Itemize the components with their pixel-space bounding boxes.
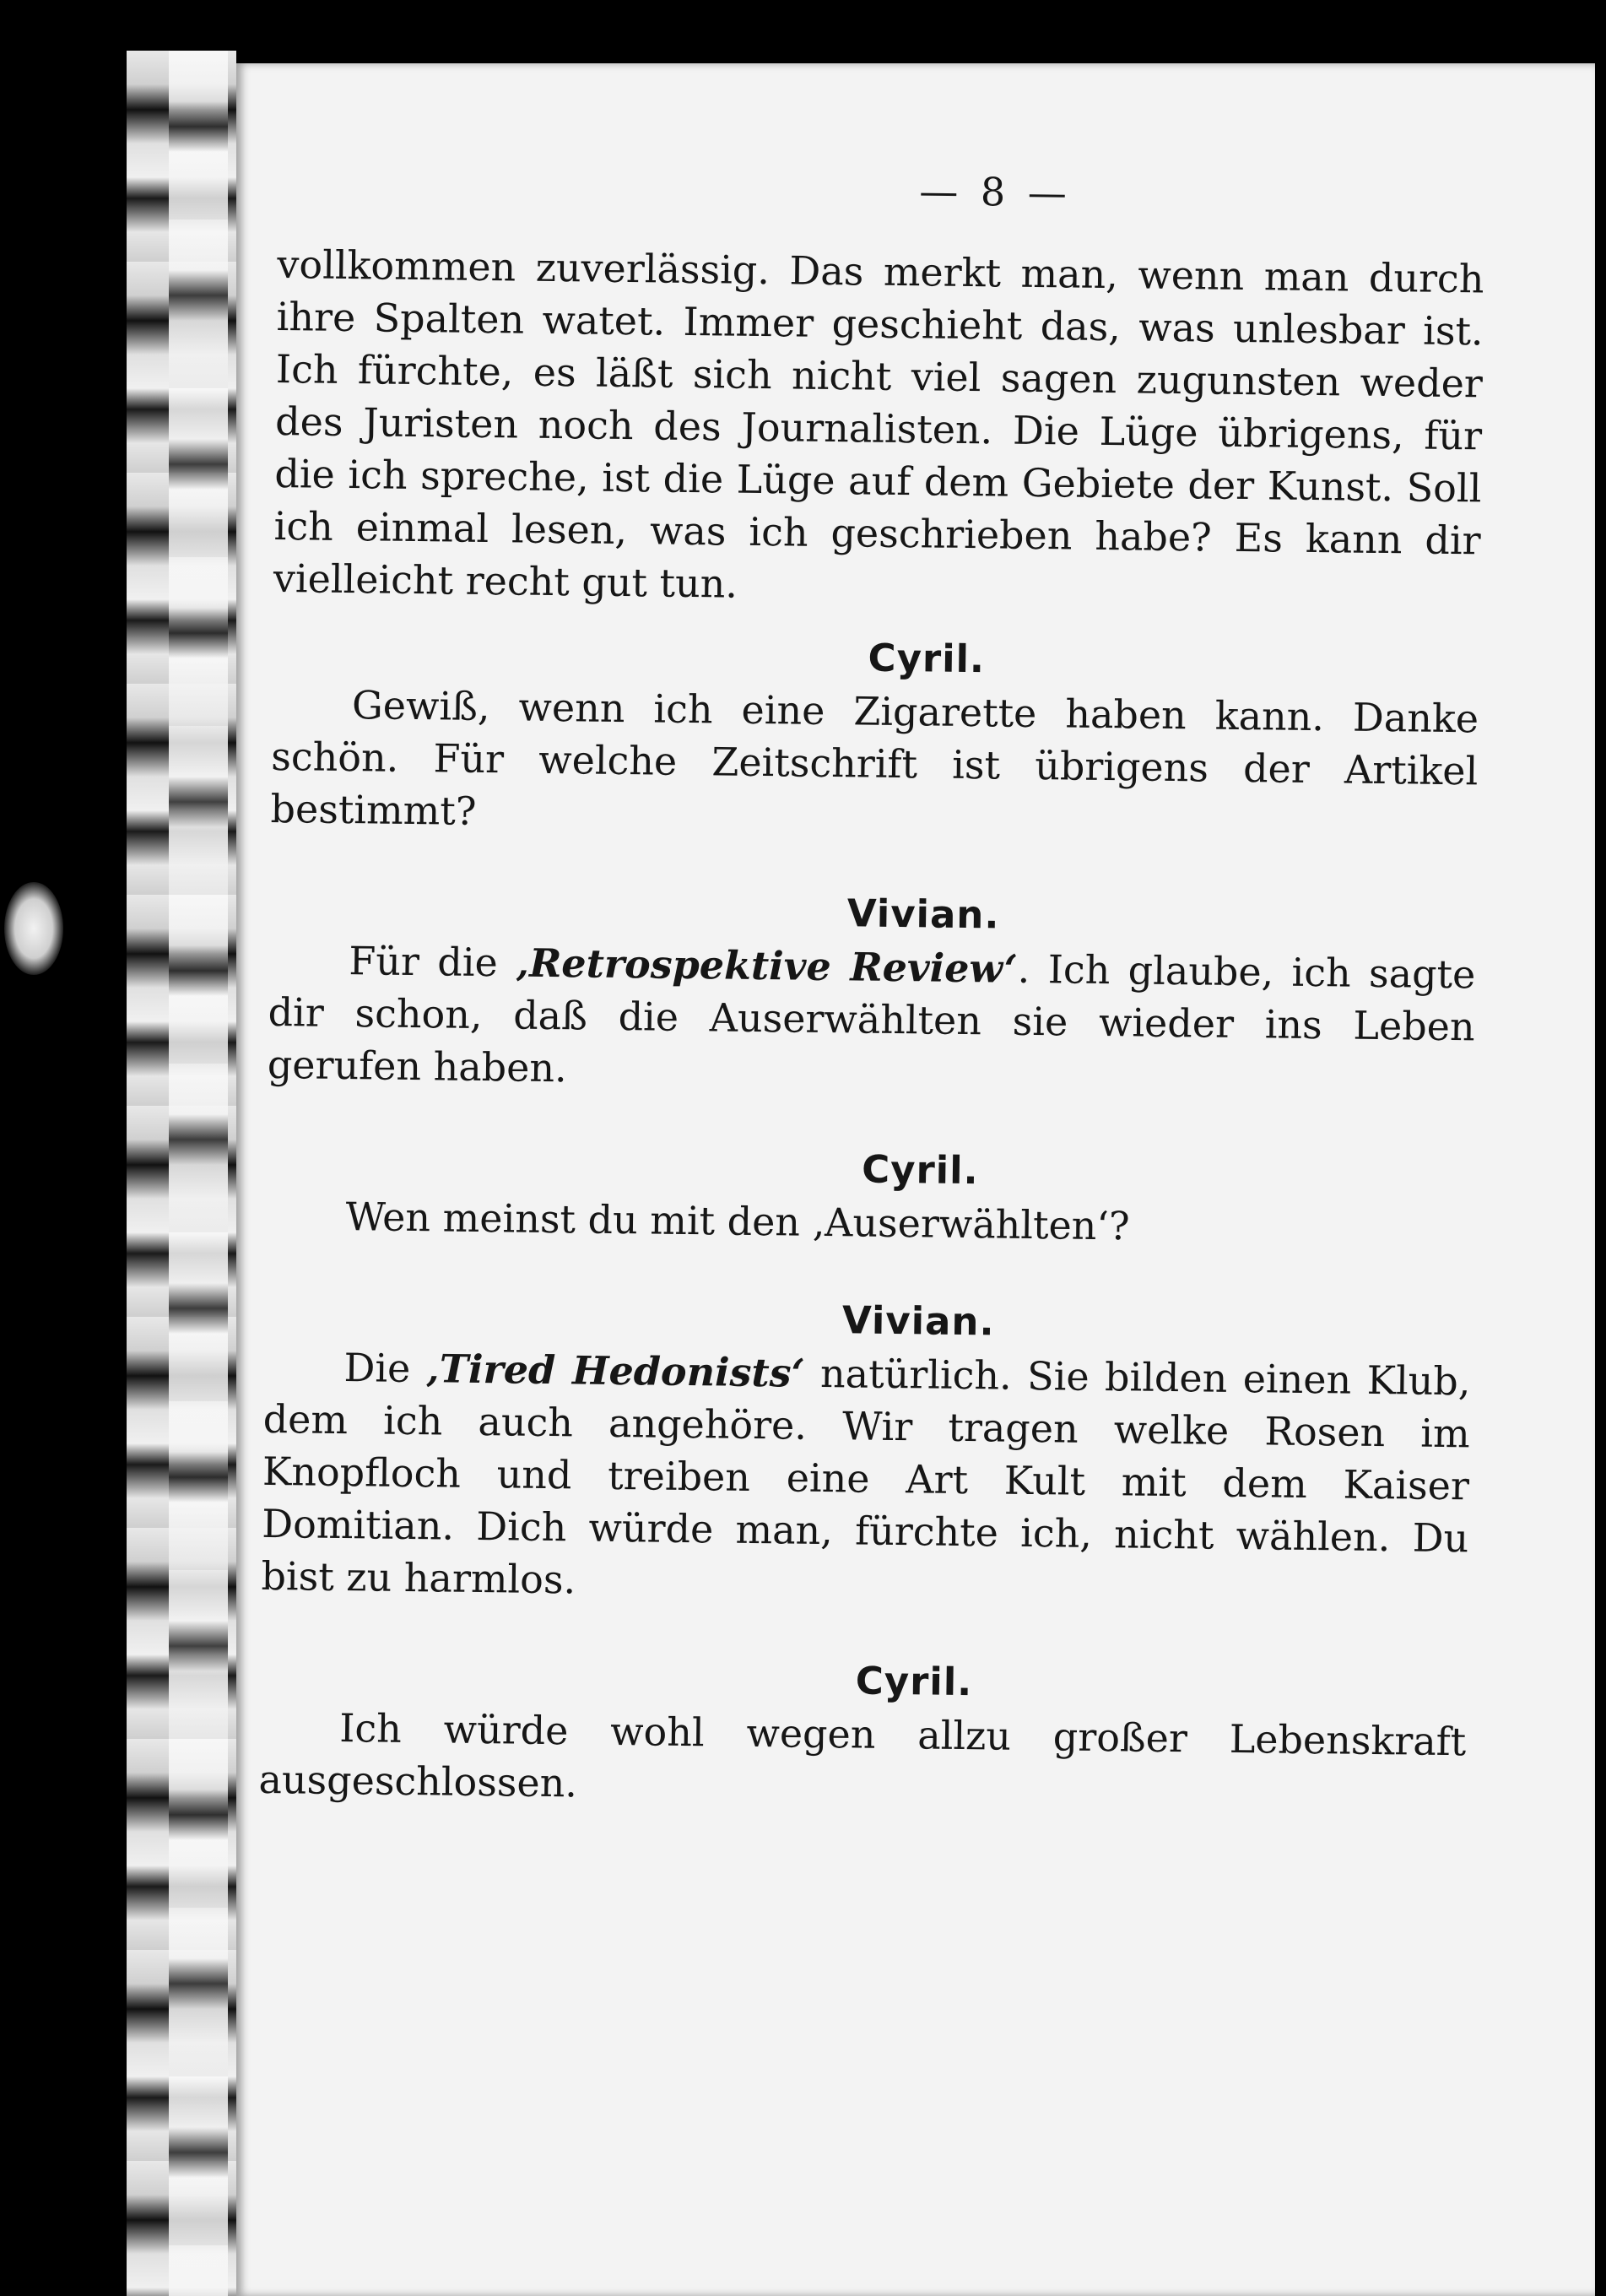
paragraph-4: Wen meinst du mit den ‚Auserwählten‘? <box>345 1194 1130 1249</box>
paragraph-6: Ich würde wohl wegen allzu großer Lebenskraft ausgeschlossen. <box>258 1705 1467 1806</box>
speaker-cyril: Cyril. <box>855 1658 973 1705</box>
page-text <box>258 160 1485 1820</box>
paragraph-5 <box>261 1340 1471 1616</box>
paragraph-3-pre: Für die <box>349 938 516 986</box>
paragraph-5-post: natürlich. Sie bilden einen Klub, dem ich auch angehöre. Wir tragen welke Rosen im Knopfloch und treiben eine Art Kult mit dem Kaiser Domitian. Dich würde man, fürchte ich, nicht wählen. Du bist zu harmlos. <box>261 1350 1471 1603</box>
page-number: — 8 — <box>919 168 1073 216</box>
paragraph-2: Gewiß, wenn ich eine Zigarette haben kann. Danke schön. Für welche Zeitschrift ist übrigens der Artikel bestimmt? <box>270 682 1479 834</box>
club-name: ‚Tired Hedonists‘ <box>425 1346 805 1396</box>
magazine-title: ‚Retrospektive Review‘ <box>515 940 1019 992</box>
speaker-vivian: Vivian. <box>846 891 1000 938</box>
paragraph-5-pre: Die <box>343 1345 427 1392</box>
speaker-cyril: Cyril. <box>861 1146 980 1194</box>
paragraph-1: vollkommen zuverlässig. Das merkt man, wenn man durch ihre Spalten watet. Immer geschieht das, was unlesbar ist. Ich fürchte, es läßt sich nicht viel sagen zugunsten weder des Juristen noch des Journalisten. Die Lüge übrigens, für die ich spreche, ist die Lüge auf dem Gebiete der Kunst. Soll ich einmal lesen, was ich geschrieben habe? Es kann dir vielleicht recht gut tun. <box>273 241 1484 607</box>
paragraph-3-post: . Ich glaube, ich sagte dir schon, daß die Auserwählten sie wieder ins Leben gerufen haben. <box>267 945 1476 1091</box>
book-edge-strip <box>169 51 228 2296</box>
paragraph-3 <box>268 934 1476 1105</box>
speaker-vivian: Vivian. <box>841 1297 995 1345</box>
speaker-cyril: Cyril. <box>868 635 986 682</box>
ink-blot <box>4 882 63 975</box>
